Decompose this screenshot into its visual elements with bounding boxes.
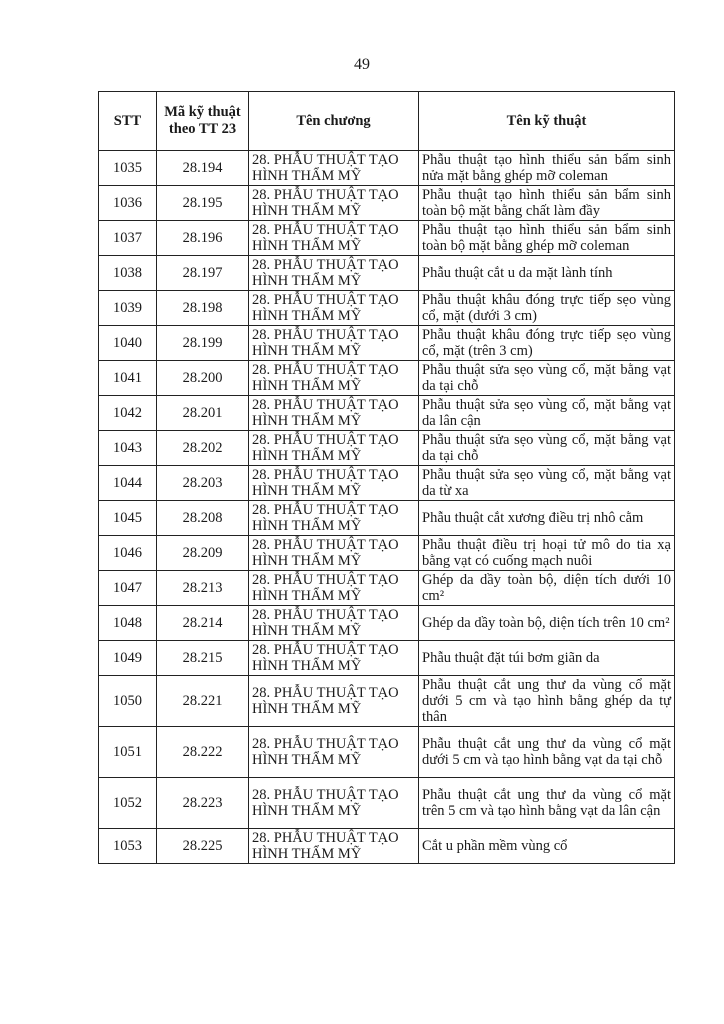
row-technique-code: 28.197 <box>157 256 249 291</box>
row-chapter-name: 28. PHẪU THUẬT TẠO HÌNH THẨM MỸ <box>249 221 419 256</box>
row-stt: 1047 <box>99 571 157 606</box>
row-stt: 1051 <box>99 727 157 778</box>
row-technique-name: Phẫu thuật tạo hình thiểu sản bẩm sinh toàn bộ mặt bằng ghép mỡ coleman <box>419 221 675 256</box>
table-row <box>99 536 675 571</box>
row-stt: 1038 <box>99 256 157 291</box>
row-technique-code: 28.214 <box>157 606 249 641</box>
row-stt: 1053 <box>99 829 157 864</box>
page-number: 49 <box>354 56 370 73</box>
row-technique-name: Phẫu thuật khâu đóng trực tiếp sẹo vùng cổ, mặt (dưới 3 cm) <box>419 291 675 326</box>
table-row <box>99 676 675 727</box>
row-technique-name: Phẫu thuật khâu đóng trực tiếp sẹo vùng cổ, mặt (trên 3 cm) <box>419 326 675 361</box>
row-technique-name: Phẫu thuật cắt xương điều trị nhô cằm <box>419 501 675 536</box>
row-technique-code: 28.223 <box>157 778 249 829</box>
header-technique: Tên kỹ thuật <box>419 92 675 151</box>
row-chapter-name: 28. PHẪU THUẬT TẠO HÌNH THẨM MỸ <box>249 778 419 829</box>
row-technique-name: Phẫu thuật cắt ung thư da vùng cổ mặt dưới 5 cm và tạo hình bằng ghép da tự thân <box>419 676 675 727</box>
header-stt: STT <box>99 92 157 151</box>
row-chapter-name: 28. PHẪU THUẬT TẠO HÌNH THẨM MỸ <box>249 466 419 501</box>
row-stt: 1049 <box>99 641 157 676</box>
row-technique-name: Phẫu thuật điều trị hoại tử mô do tia xạ bằng vạt có cuống mạch nuôi <box>419 536 675 571</box>
header-code: Mã kỹ thuật theo TT 23 <box>157 92 249 151</box>
table-row <box>99 151 675 186</box>
row-chapter-name: 28. PHẪU THUẬT TẠO HÌNH THẨM MỸ <box>249 571 419 606</box>
table-row <box>99 571 675 606</box>
table-row <box>99 641 675 676</box>
row-chapter-name: 28. PHẪU THUẬT TẠO HÌNH THẨM MỸ <box>249 431 419 466</box>
row-stt: 1035 <box>99 151 157 186</box>
table-row <box>99 396 675 431</box>
row-technique-name: Phẫu thuật sửa sẹo vùng cổ, mặt bằng vạt da tại chỗ <box>419 361 675 396</box>
row-technique-name: Phẫu thuật cắt ung thư da vùng cổ mặt dưới 5 cm và tạo hình bằng vạt da tại chỗ <box>419 727 675 778</box>
row-stt: 1037 <box>99 221 157 256</box>
header-chapter: Tên chương <box>249 92 419 151</box>
table-row <box>99 501 675 536</box>
row-technique-name: Phẫu thuật tạo hình thiểu sản bẩm sinh toàn bộ mặt bằng chất làm đầy <box>419 186 675 221</box>
row-technique-name: Phẫu thuật tạo hình thiểu sản bẩm sinh nửa mặt bằng ghép mỡ coleman <box>419 151 675 186</box>
row-chapter-name: 28. PHẪU THUẬT TẠO HÌNH THẨM MỸ <box>249 641 419 676</box>
row-technique-code: 28.196 <box>157 221 249 256</box>
row-technique-code: 28.198 <box>157 291 249 326</box>
table-row <box>99 431 675 466</box>
row-technique-code: 28.213 <box>157 571 249 606</box>
table-row <box>99 466 675 501</box>
row-technique-name: Phẫu thuật sửa sẹo vùng cổ, mặt bằng vạt da từ xa <box>419 466 675 501</box>
table-row <box>99 291 675 326</box>
row-technique-code: 28.202 <box>157 431 249 466</box>
row-technique-code: 28.201 <box>157 396 249 431</box>
row-stt: 1039 <box>99 291 157 326</box>
row-technique-code: 28.209 <box>157 536 249 571</box>
row-stt: 1040 <box>99 326 157 361</box>
row-chapter-name: 28. PHẪU THUẬT TẠO HÌNH THẨM MỸ <box>249 326 419 361</box>
row-technique-code: 28.195 <box>157 186 249 221</box>
row-stt: 1048 <box>99 606 157 641</box>
row-stt: 1046 <box>99 536 157 571</box>
row-chapter-name: 28. PHẪU THUẬT TẠO HÌNH THẨM MỸ <box>249 676 419 727</box>
table-row <box>99 326 675 361</box>
row-stt: 1041 <box>99 361 157 396</box>
row-chapter-name: 28. PHẪU THUẬT TẠO HÌNH THẨM MỸ <box>249 396 419 431</box>
row-chapter-name: 28. PHẪU THUẬT TẠO HÌNH THẨM MỸ <box>249 829 419 864</box>
table-row <box>99 829 675 864</box>
row-chapter-name: 28. PHẪU THUẬT TẠO HÌNH THẨM MỸ <box>249 606 419 641</box>
table-row <box>99 361 675 396</box>
table-body <box>99 151 675 864</box>
row-chapter-name: 28. PHẪU THUẬT TẠO HÌNH THẨM MỸ <box>249 151 419 186</box>
row-chapter-name: 28. PHẪU THUẬT TẠO HÌNH THẨM MỸ <box>249 186 419 221</box>
row-technique-name: Phẫu thuật sửa sẹo vùng cổ, mặt bằng vạt da tại chỗ <box>419 431 675 466</box>
table-row <box>99 186 675 221</box>
row-stt: 1036 <box>99 186 157 221</box>
row-technique-code: 28.194 <box>157 151 249 186</box>
table-row <box>99 778 675 829</box>
row-stt: 1052 <box>99 778 157 829</box>
row-technique-code: 28.215 <box>157 641 249 676</box>
table-header-row <box>99 92 675 151</box>
row-chapter-name: 28. PHẪU THUẬT TẠO HÌNH THẨM MỸ <box>249 291 419 326</box>
row-technique-name: Phẫu thuật đặt túi bơm giãn da <box>419 641 675 676</box>
row-technique-name: Phẫu thuật cắt ung thư da vùng cổ mặt trên 5 cm và tạo hình bằng vạt da lân cận <box>419 778 675 829</box>
techniques-table <box>98 91 675 864</box>
row-stt: 1045 <box>99 501 157 536</box>
row-chapter-name: 28. PHẪU THUẬT TẠO HÌNH THẨM MỸ <box>249 727 419 778</box>
row-technique-name: Phẫu thuật sửa sẹo vùng cổ, mặt bằng vạt da lân cận <box>419 396 675 431</box>
row-technique-name: Ghép da dầy toàn bộ, diện tích dưới 10 cm² <box>419 571 675 606</box>
row-technique-code: 28.200 <box>157 361 249 396</box>
row-technique-code: 28.199 <box>157 326 249 361</box>
table-row <box>99 256 675 291</box>
row-technique-name: Cắt u phần mềm vùng cổ <box>419 829 675 864</box>
row-technique-code: 28.208 <box>157 501 249 536</box>
row-stt: 1050 <box>99 676 157 727</box>
row-chapter-name: 28. PHẪU THUẬT TẠO HÌNH THẨM MỸ <box>249 536 419 571</box>
table-row <box>99 606 675 641</box>
row-chapter-name: 28. PHẪU THUẬT TẠO HÌNH THẨM MỸ <box>249 361 419 396</box>
row-stt: 1044 <box>99 466 157 501</box>
table-row <box>99 727 675 778</box>
row-technique-name: Ghép da dầy toàn bộ, diện tích trên 10 cm² <box>419 606 675 641</box>
row-chapter-name: 28. PHẪU THUẬT TẠO HÌNH THẨM MỸ <box>249 256 419 291</box>
row-technique-code: 28.225 <box>157 829 249 864</box>
row-stt: 1042 <box>99 396 157 431</box>
row-technique-code: 28.203 <box>157 466 249 501</box>
row-technique-name: Phẫu thuật cắt u da mặt lành tính <box>419 256 675 291</box>
row-technique-code: 28.221 <box>157 676 249 727</box>
row-stt: 1043 <box>99 431 157 466</box>
table-row <box>99 221 675 256</box>
row-chapter-name: 28. PHẪU THUẬT TẠO HÌNH THẨM MỸ <box>249 501 419 536</box>
row-technique-code: 28.222 <box>157 727 249 778</box>
